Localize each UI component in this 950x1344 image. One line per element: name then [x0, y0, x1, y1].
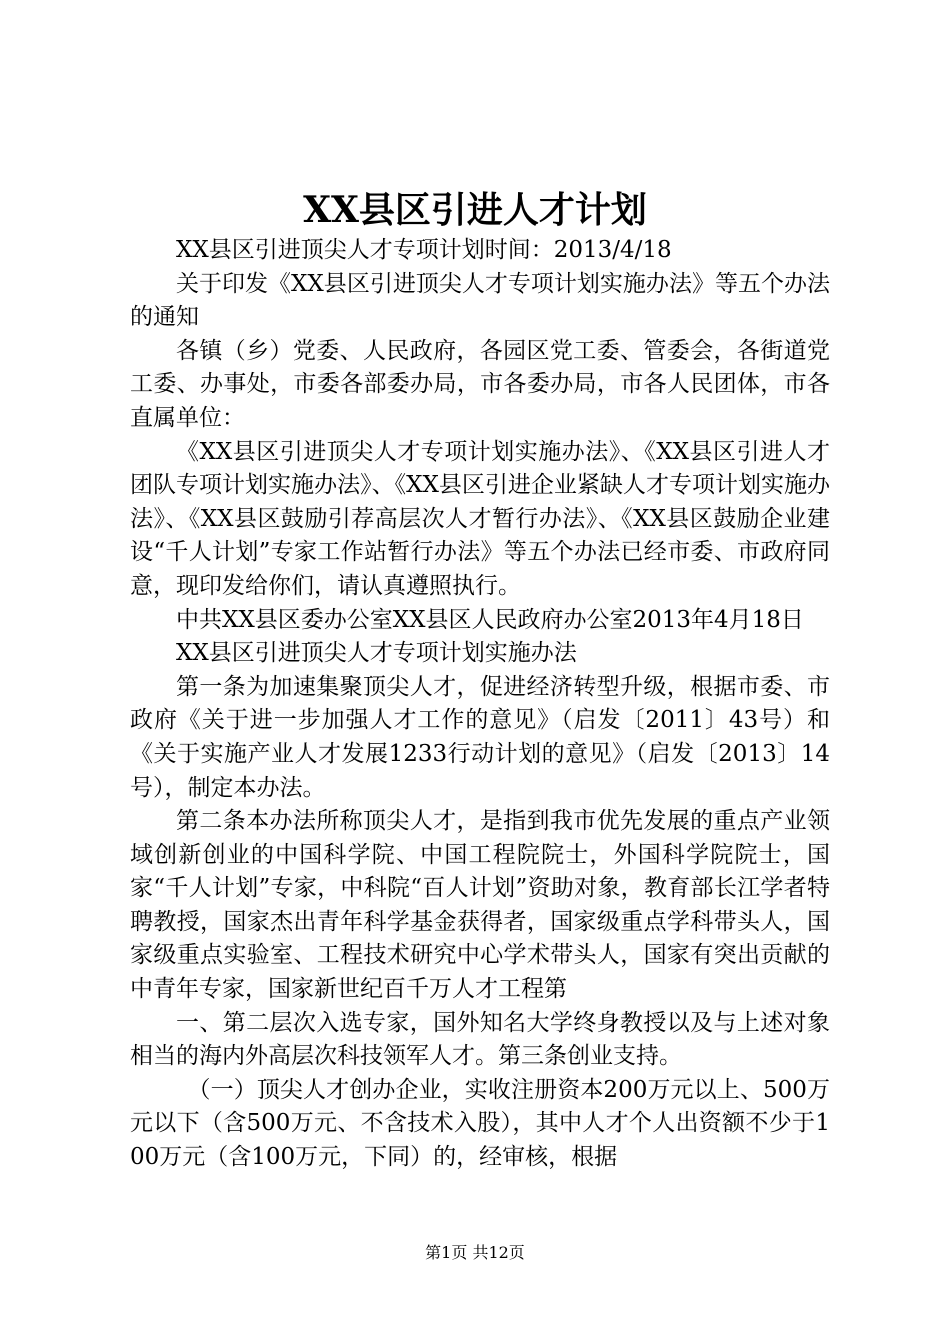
paragraph-date-line: XX县区引进顶尖人才专项计划时间：2013/4/18 [176, 237, 672, 263]
document-title: XX县区引进人才计划 [303, 189, 647, 231]
paragraph-article-2-cont: 一、第二层次入选专家，国外知名大学终身教授以及与上述对象相当的海内外高层次科技领军人才。第三条创业支持。 [130, 1009, 830, 1070]
paragraph-article-3-item-1: （一）顶尖人才创办企业，实收注册资本200万元以上、500万元以下（含500万元、不含技术入股），其中人才个人出资额不少于100万元（含100万元，下同）的，经审核，根据 [130, 1076, 830, 1171]
paragraph-issuer: 中共XX县区委办公室XX县区人民政府办公室2013年4月18日 [176, 606, 804, 633]
paragraph-article-1: 第一条为加速集聚顶尖人才，促进经济转型升级，根据市委、市政府《关于进一步加强人才工作的意见》（启发〔2011〕43号）和《关于实施产业人才发展1233行动计划的意见》（启发〔2013〕14号），制定本办法。 [130, 673, 830, 801]
page-footer: 第1页 共12页 [425, 1243, 525, 1262]
paragraph-recipients: 各镇（乡）党委、人民政府，各园区党工委、管委会，各街道党工委、办事处，市委各部委办局，市各委办局，市各人民团体，市各直属单位： [130, 337, 830, 431]
document-body [130, 234, 830, 1175]
paragraph-measures-title: XX县区引进顶尖人才专项计划实施办法 [176, 640, 577, 667]
paragraph-notice-title: 关于印发《XX县区引进顶尖人才专项计划实施办法》等五个办法的通知 [130, 270, 830, 331]
paragraph-article-2: 第二条本办法所称顶尖人才，是指到我市优先发展的重点产业领域创新创业的中国科学院、中国工程院院士，外国科学院院士，国家“千人计划”专家，中科院“百人计划”资助对象，教育部长江学者特聘教授，国家杰出青年科学基金获得者，国家级重点学科带头人，国家级重点实验室、工程技术研究中心学术带头人，国家有突出贡献的中青年专家，国家新世纪百千万人才工程第 [130, 808, 830, 1003]
paragraph-notice-body: 《XX县区引进顶尖人才专项计划实施办法》、《XX县区引进人才团队专项计划实施办法》、《XX县区引进企业紧缺人才专项计划实施办法》、《XX县区鼓励引荐高层次人才暂行办法》、《XX县区鼓励企业建设“千人计划”专家工作站暂行办法》等五个办法已经市委、市政府同意，现印发给你们，请认真遵照执行。 [130, 438, 830, 599]
